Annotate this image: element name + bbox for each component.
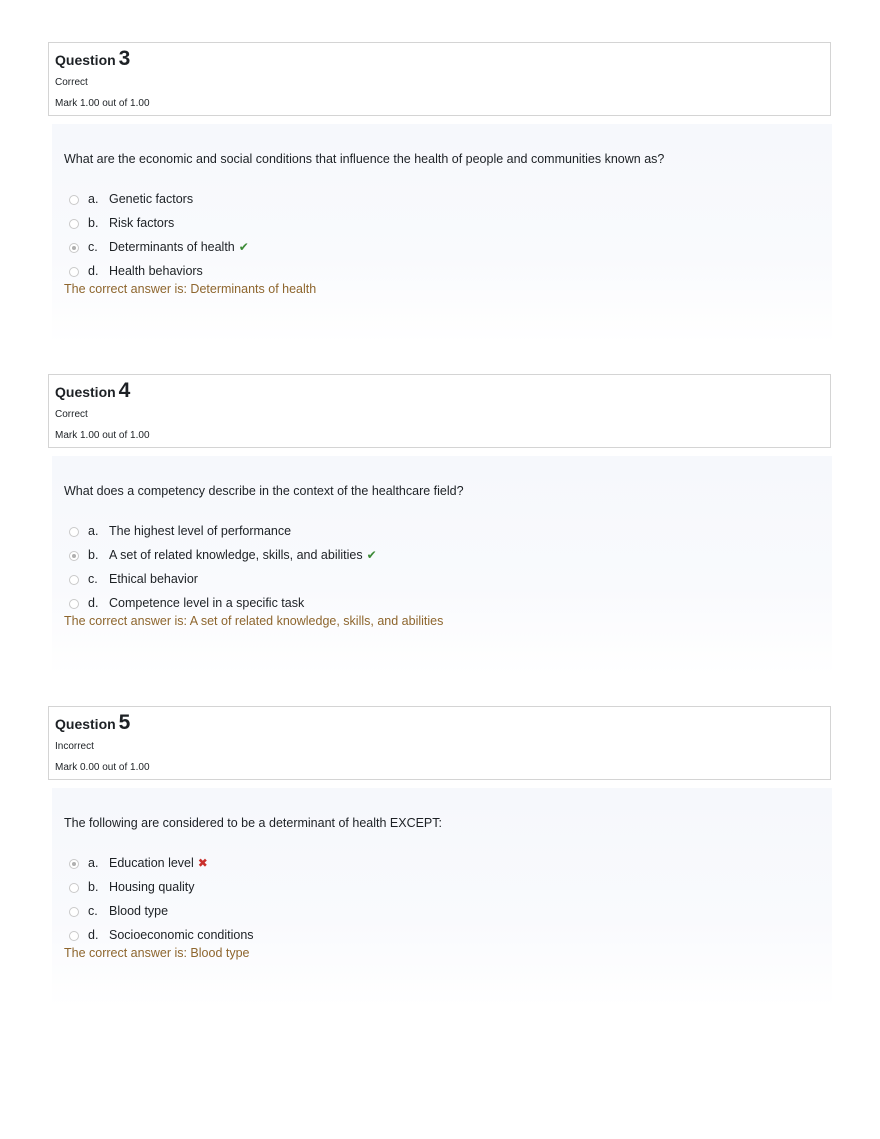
answer-text: Ethical behavior	[109, 572, 198, 586]
radio-button[interactable]	[69, 599, 79, 609]
question-text: What are the economic and social conditions that influence the health of people and communities known as?	[64, 152, 665, 166]
cross-icon: ✖	[197, 856, 208, 870]
question-info-box	[48, 706, 831, 780]
answer-text: Socioeconomic conditions	[109, 928, 254, 942]
answer-letter: a.	[88, 524, 99, 538]
question-number: 3	[118, 47, 131, 70]
question-info-box	[48, 374, 831, 448]
radio-button[interactable]	[69, 907, 79, 917]
question-text: What does a competency describe in the context of the healthcare field?	[64, 484, 464, 498]
answer-text: Genetic factors	[109, 192, 194, 206]
question-title	[55, 379, 130, 404]
answer-text: The highest level of performance	[109, 524, 292, 538]
answer-text-wrap	[109, 854, 208, 872]
answer-text: Risk factors	[109, 216, 175, 230]
question-label: Question	[55, 52, 116, 68]
answer-text: Determinants of health	[109, 240, 235, 254]
answer-text: Education level	[109, 856, 194, 870]
radio-button[interactable]	[69, 931, 79, 941]
question-content	[52, 124, 832, 344]
question-grade: Mark 1.00 out of 1.00	[55, 98, 150, 109]
right-answer-feedback: The correct answer is: Blood type	[64, 946, 250, 960]
radio-button[interactable]	[69, 219, 79, 229]
radio-button-selected[interactable]	[69, 859, 79, 869]
answer-letter: c.	[88, 572, 98, 586]
right-answer-feedback: The correct answer is: Determinants of health	[64, 282, 317, 296]
question-content	[52, 456, 832, 676]
answer-text: Health behaviors	[109, 264, 203, 278]
radio-button[interactable]	[69, 195, 79, 205]
radio-button-selected[interactable]	[69, 551, 79, 561]
answer-letter: a.	[88, 192, 99, 206]
question-content	[52, 788, 832, 1008]
question-grade: Mark 1.00 out of 1.00	[55, 430, 150, 441]
answer-text: A set of related knowledge, skills, and abilities	[109, 548, 363, 562]
radio-button[interactable]	[69, 575, 79, 585]
radio-button-selected[interactable]	[69, 243, 79, 253]
question-state: Correct	[55, 77, 88, 88]
answer-text: Blood type	[109, 904, 169, 918]
answer-letter: c.	[88, 240, 98, 254]
question-info-box	[48, 42, 831, 116]
answer-letter: d.	[88, 928, 99, 942]
question-title	[55, 47, 130, 72]
question-grade: Mark 0.00 out of 1.00	[55, 762, 150, 773]
answer-text: Competence level in a specific task	[109, 596, 305, 610]
question-text: The following are considered to be a determinant of health EXCEPT:	[64, 816, 442, 830]
answer-text-wrap	[109, 546, 377, 564]
question-number: 4	[118, 379, 131, 402]
radio-button[interactable]	[69, 883, 79, 893]
answer-letter: b.	[88, 880, 99, 894]
answer-text-wrap	[109, 238, 249, 256]
answer-letter: a.	[88, 856, 99, 870]
check-icon: ✔	[366, 548, 377, 562]
answer-letter: b.	[88, 216, 99, 230]
question-title	[55, 711, 130, 736]
answer-letter: c.	[88, 904, 98, 918]
radio-button[interactable]	[69, 267, 79, 277]
question-label: Question	[55, 716, 116, 732]
question-state: Incorrect	[55, 741, 94, 752]
check-icon: ✔	[238, 240, 249, 254]
question-label: Question	[55, 384, 116, 400]
right-answer-feedback: The correct answer is: A set of related knowledge, skills, and abilities	[64, 614, 444, 628]
answer-letter: d.	[88, 264, 99, 278]
radio-button[interactable]	[69, 527, 79, 537]
question-state: Correct	[55, 409, 88, 420]
question-number: 5	[118, 711, 131, 734]
answer-letter: d.	[88, 596, 99, 610]
answer-text: Housing quality	[109, 880, 195, 894]
answer-letter: b.	[88, 548, 99, 562]
